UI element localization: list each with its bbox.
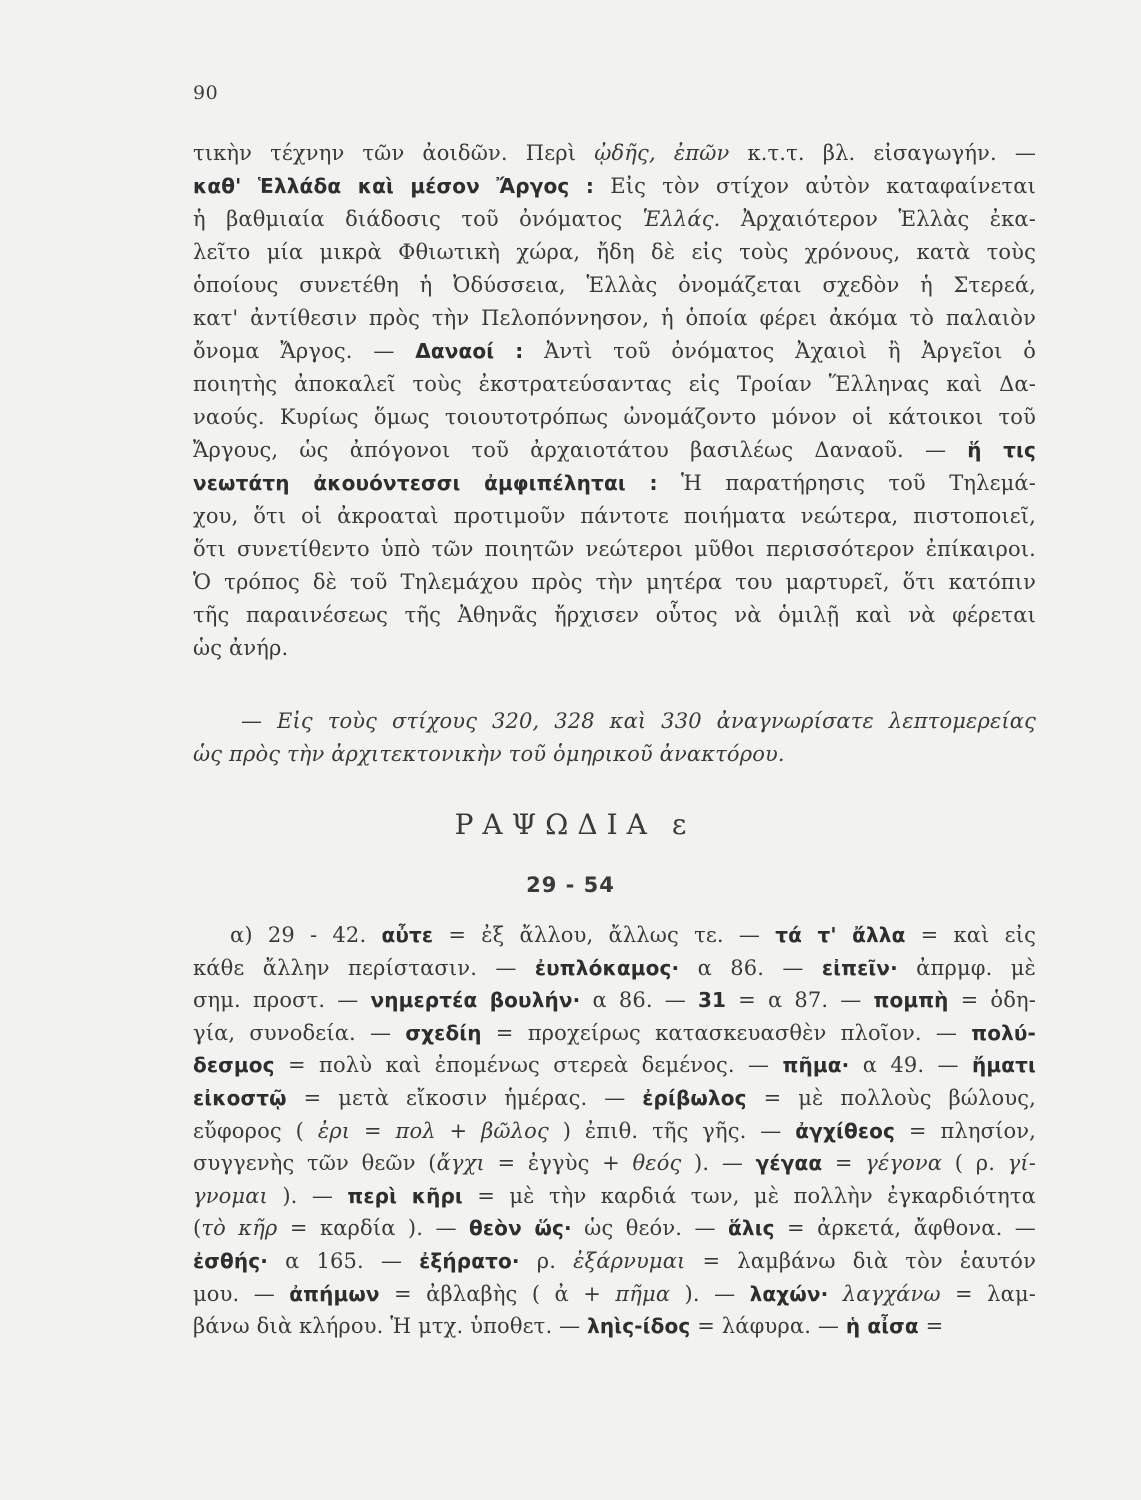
text-line [193,952,1036,985]
text-run: Ὁ τρόπος δὲ τοῦ Τηλεμάχου πρὸς τὴν μητέρα του μαρτυρεῖ, ὅτι κατόπιν [193,570,1036,594]
bold-lemma: νημερτέα βουλήν· [370,988,581,1013]
text-run: = μὲ τὴν καρδιά των, μὲ πολλὴν ἐγκαρδιότητα [462,1183,1036,1208]
exercise-paragraph [193,705,1036,771]
text-run: = ἐγγὺς + [484,1151,633,1176]
text-run: μου. — [193,1281,290,1306]
text-run: τῆς παραινέσεως τῆς Ἀθηνᾶς ἤρχισεν οὗτος νὰ ὁμιλῇ καὶ νὰ φέρεται [193,603,1036,627]
italic-term: γί- [1007,1151,1036,1176]
italic-term: ἐρι = πολ + βῶλος [317,1118,549,1143]
bold-lemma: εἰπεῖν· [821,955,898,980]
bold-lemma: καθ' Ἑλλάδα καὶ μέσον Ἄργος : [193,174,595,198]
gloss-paragraph [193,919,1036,1343]
text-line [193,919,1036,952]
text-line [193,203,1036,236]
bold-lemma: λαχών· [749,1281,829,1306]
text-line [193,632,1036,665]
commentary-paragraph [193,137,1036,665]
bold-lemma: ληὶς-ίδος [587,1314,691,1339]
italic-term: τὸ κῆρ [201,1216,278,1241]
text-run: ἡ βαθμιαία διάδοσις τοῦ ὀνόματος [193,207,643,231]
bold-lemma: γέγαα [755,1151,823,1176]
text-run: = [822,1151,866,1176]
text-line [193,302,1036,335]
text-run: = λαμβάνω διὰ τὸν ἑαυτόν [685,1248,1036,1273]
text-run: = ἐξ ἄλλου, ἄλλως τε. — [433,923,776,947]
text-run: ὁποίους συνετέθη ἡ Ὀδύσσεια, Ἑλλὰς ὀνομάζεται σχεδὸν ἡ Στερεά, [193,273,1036,297]
text-run: = ὁδη- [948,988,1036,1013]
text-line [193,500,1036,533]
bold-lemma: Δαναοί : [415,339,524,363]
text-line [193,1245,1036,1278]
text-run: χου, ὅτι οἱ ἀκροαταὶ προτιμοῦν πάντοτε ποιήματα νεώτερα, πιστοποιεῖ, [193,504,1036,528]
text-line [193,137,1036,170]
text-run: α 49. — [849,1053,972,1078]
italic-term: ἐξάρνυμαι [573,1248,686,1273]
text-run: Ἄργους, ὡς ἀπόγονοι τοῦ ἀρχαιοτάτου βασιλέως Δαναοῦ. — [193,438,968,462]
italic-term: γέγονα [865,1151,943,1176]
text-run: τικὴν τέχνην τῶν ἀοιδῶν. Περὶ [193,141,595,165]
text-run: ὄνομα Ἄργος. — [193,339,416,363]
text-run: ὡς ἀνήρ. [193,636,289,660]
text-run: ). — [267,1183,348,1208]
text-run [828,1282,842,1306]
text-run: α 86. — [580,988,698,1013]
bold-lemma: ἀγχίθεος [795,1118,896,1143]
text-line [193,599,1036,632]
text-run: ποιητὴς ἀποκαλεῖ τοὺς ἐκστρατεύσαντας εἰς Τροίαν Ἕλληνας καὶ Δα- [193,372,1036,396]
text-run: = πολὺ καὶ ἐπομένως στερεὰ δεμένος. — [274,1053,783,1078]
bold-lemma: αὖτε [381,923,434,947]
text-run: ρ. [519,1248,574,1273]
text-line [193,705,1036,738]
text-line [193,1310,1036,1343]
text-run: α 86. — [679,955,822,980]
text-run: = α 87. — [726,988,874,1013]
text-line [193,533,1036,566]
bold-lemma: πολύ- [971,1020,1036,1045]
text-run: ναούς. Κυρίως ὅμως τοιουτοτρόπως ὠνομάζοντο μόνον οἱ κάτοικοι τοῦ [193,405,1036,429]
text-run: = καὶ εἰς [905,923,1036,947]
text-run: γία, συνοδεία. — [193,1020,406,1045]
text-line [193,269,1036,302]
bold-lemma: ἐξήρατο· [419,1248,520,1273]
italic-term: ᾠδῆς, ἐπῶν [594,141,730,165]
bold-lemma: ἥ τις [967,438,1036,462]
italic-term: πῆμα [615,1281,671,1306]
text-run: α) 29 - 42. [230,923,382,947]
bold-lemma: τά τ' ἄλλα [775,923,906,947]
text-run: Ἀντὶ τοῦ ὀνόματος Ἀχαιοὶ ἢ Ἀργεῖοι ὁ [523,339,1036,363]
text-run: συγγενὴς τῶν θεῶν ( [193,1151,437,1176]
text-run: εὔφορος ( [193,1118,318,1143]
italic-term: Εἰς τοὺς στίχους 320, 328 καὶ 330 ἀναγνωρίσατε λεπτομερείας [277,709,1036,733]
bold-lemma: πῆμα· [782,1053,850,1078]
rhapsody-book-letter: ε [671,808,687,841]
bold-lemma: ἐσθής· [193,1248,269,1273]
text-run: = προχείρως κατασκευασθὲν πλοῖον. — [481,1020,972,1045]
text-line [193,401,1036,434]
bold-lemma: σχεδίη [405,1020,482,1045]
bold-lemma: ἐυπλόκαμος· [534,955,680,980]
bold-lemma: ἐρίβωλος [642,1085,747,1110]
bold-lemma: θεὸν ὥς· [469,1216,572,1241]
text-run: α 165. — [268,1248,420,1273]
text-line [193,368,1036,401]
text-run: κάθε ἄλλην περίστασιν. — [193,955,535,980]
text-line [193,1180,1036,1213]
page-number: 90 [193,82,219,104]
text-line [193,1278,1036,1311]
text-run: ὅτι συνετίθεντο ὑπὸ τῶν ποιητῶν νεώτεροι μῦθοι περισσότερον ἐπίκαιροι. [193,537,1036,561]
text-run: κατ' ἀντίθεσιν πρὸς τὴν Πελοπόννησον, ἡ ὁποία φέρει ἀκόμα τὸ παλαιὸν [193,306,1036,330]
text-line [193,566,1036,599]
text-line [193,335,1036,368]
text-run: ( [193,1216,202,1241]
bold-lemma: ἡ αἶσα [845,1314,919,1339]
text-run: = ἀβλαβὴς ( ἀ + [379,1281,616,1306]
text-line [193,1017,1036,1050]
text-run: ὡς θεόν. — [571,1216,728,1241]
text-run: = [918,1314,944,1339]
bold-lemma: δεσμος [193,1053,275,1078]
text-run: βάνω διὰ κλήρου. Ἡ μτχ. ὑποθετ. — [193,1314,588,1339]
italic-term: Ἑλλάς. [642,207,721,231]
text-run: = μὲ πολλοὺς βώλους, [746,1085,1036,1110]
text-run: ). — [670,1281,750,1306]
text-run: Ἡ παρατήρησις τοῦ Τηλεμά- [657,471,1036,495]
bold-lemma: ἅλις [728,1216,775,1241]
text-run: ). — [681,1151,756,1176]
italic-term: γνομαι [193,1183,268,1208]
text-run: ἀπρμφ. μὲ [897,955,1036,980]
italic-term: θεός [632,1151,682,1176]
italic-term: ἄγχι [436,1151,485,1176]
text-run: = μετὰ εἴκοσιν ἡμέρας. — [286,1085,643,1110]
bold-lemma: 31 [697,988,727,1013]
bold-lemma: περὶ κῆρι [347,1183,463,1208]
text-line [193,1049,1036,1082]
text-run: Εἰς τὸν στίχον αὐτὸν καταφαίνεται [594,174,1036,198]
text-line [193,1212,1036,1245]
text-line [193,738,1036,771]
bold-lemma: εἰκοστῷ [193,1085,287,1110]
text-run: = ἀρκετά, ἄφθονα. — [774,1216,1036,1241]
text-run: = λάφυρα. — [690,1314,846,1339]
text-run: = πλησίον, [895,1118,1036,1143]
text-line [193,1147,1036,1180]
rhapsody-title: ΡΑΨΩΔΙΑ [454,808,656,841]
text-run: Ἀρχαιότερον Ἑλλὰς ἐκα- [720,207,1036,231]
text-run: κ.τ.τ. βλ. εἰσαγωγήν. — [729,141,1036,165]
italic-term: ὡς πρὸς τὴν ἀρχιτεκτονικὴν τοῦ ὁμηρικοῦ ἀνακτόρου. [193,742,785,766]
rhapsody-heading [0,808,1141,841]
bold-lemma: ἀπήμων [289,1281,380,1306]
bold-lemma: ἤματι [971,1053,1036,1078]
text-run: ) ἐπιθ. τῆς γῆς. — [548,1118,796,1143]
text-run: = καρδία ). — [277,1216,469,1241]
text-line [193,434,1036,467]
text-run: — [241,709,278,733]
bold-lemma: νεωτάτη ἀκουόντεσσι ἀμφιπέληται : [193,471,658,495]
text-line [193,1115,1036,1148]
text-run: ( ρ. [942,1151,1008,1176]
text-line [193,984,1036,1017]
text-line [193,1082,1036,1115]
text-run: λεῖτο μία μικρὰ Φθιωτικὴ χώρα, ἤδη δὲ εἰς τοὺς χρόνους, κατὰ τοὺς [193,240,1036,264]
text-run: = λαμ- [940,1281,1036,1306]
verse-range: 29 - 54 [526,873,615,897]
italic-term: λαγχάνω [842,1281,941,1306]
text-run: σημ. προστ. — [193,988,371,1013]
text-line [193,467,1036,500]
bold-lemma: πομπὴ [873,988,949,1013]
text-line [193,236,1036,269]
text-line [193,170,1036,203]
